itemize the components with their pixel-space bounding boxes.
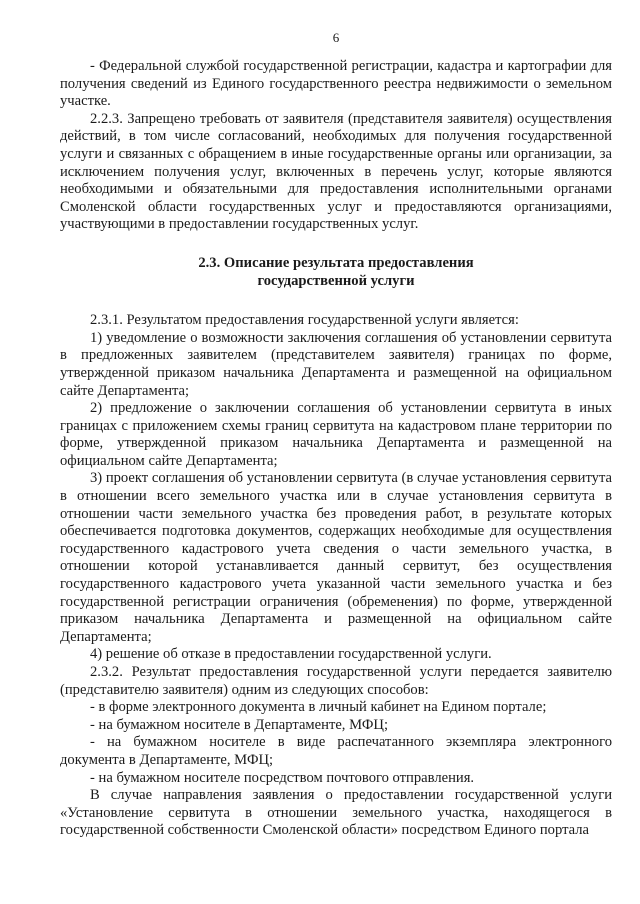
paragraph-unified-portal: В случае направления заявления о предоставлении государственной услуги «Установление сервитута в отношении земельного участка, находящегося в государственной собственности Смоленской области» посредством Единого портала	[60, 787, 612, 839]
delivery-method-electronic: - в форме электронного документа в личный кабинет на Едином портале;	[90, 699, 547, 716]
paragraph-2-3-2: 2.3.2. Результат предоставления государственной услуги передается заявителю (представителю заявителя) одним из следующих способов:	[60, 664, 612, 698]
list-item-3: 3) проект соглашения об установлении сервитута (в случае установления сервитута в отношении всего земельного участка или в случае установления сервитута в отношении части земельного участка без проведения работ, в результате которых обеспечивается подготовка документов, содержащих необходимые для осуществления государственного кадастрового учета сведения о части земельного участка, в отношении которой устанавливается данный сервитут, без осуществления государственного кадастрового учета указанной части земельного участка и без государственной регистрации ограничения (обременения) по форме, утвержденной приказом начальника Департамента и размещенной на официальном сайте Департамента;	[60, 470, 612, 645]
delivery-method-mail: - на бумажном носителе посредством почтового отправления.	[90, 769, 475, 786]
section-title-line-2: государственной услуги	[257, 272, 415, 289]
page-number: 6	[332, 30, 340, 45]
section-title-line-1: 2.3. Описание результата предоставления	[198, 254, 474, 271]
paragraph-2-3-1: 2.3.1. Результатом предоставления государственной услуги является:	[90, 312, 519, 329]
paragraph-2-2-3: 2.2.3. Запрещено требовать от заявителя (представителя заявителя) осуществления действий, в том числе согласований, необходимых для получения государственной услуги и связанных с обращением в иные государственные органы или организации, за исключением получения услуг, включенных в перечень услуг, которые являются необходимыми и обязательными для предоставления исполнительными органами Смоленской области государственных услуг и предоставляются организациями, участвующими в предоставлении государственных услуг.	[60, 110, 612, 233]
list-item-2: 2) предложение о заключении соглашения об установлении сервитута в иных границах с приложением схемы границ сервитута на кадастровом плане территории по форме, утвержденной приказом начальника Департамента и размещенной на официальном сайте Департамента;	[60, 400, 612, 469]
document-page	[60, 30, 612, 840]
delivery-method-printed-copy: - на бумажном носителе в виде распечатанного экземпляра электронного документа в Департаменте, МФЦ;	[60, 734, 612, 768]
list-item-4: 4) решение об отказе в предоставлении государственной услуги.	[90, 646, 492, 663]
delivery-method-paper-office: - на бумажном носителе в Департаменте, МФЦ;	[90, 716, 389, 733]
paragraph-federal-service: - Федеральной службой государственной регистрации, кадастра и картографии для получения сведений из Единого государственного реестра недвижимости о земельном участке.	[60, 58, 612, 110]
list-item-1: 1) уведомление о возможности заключения соглашения об установлении сервитута в предложенных заявителем (представителем заявителя) границах по форме, утвержденной приказом начальника Департамента и размещенной на официальном сайте Департамента;	[60, 329, 612, 399]
section-title	[60, 255, 612, 290]
